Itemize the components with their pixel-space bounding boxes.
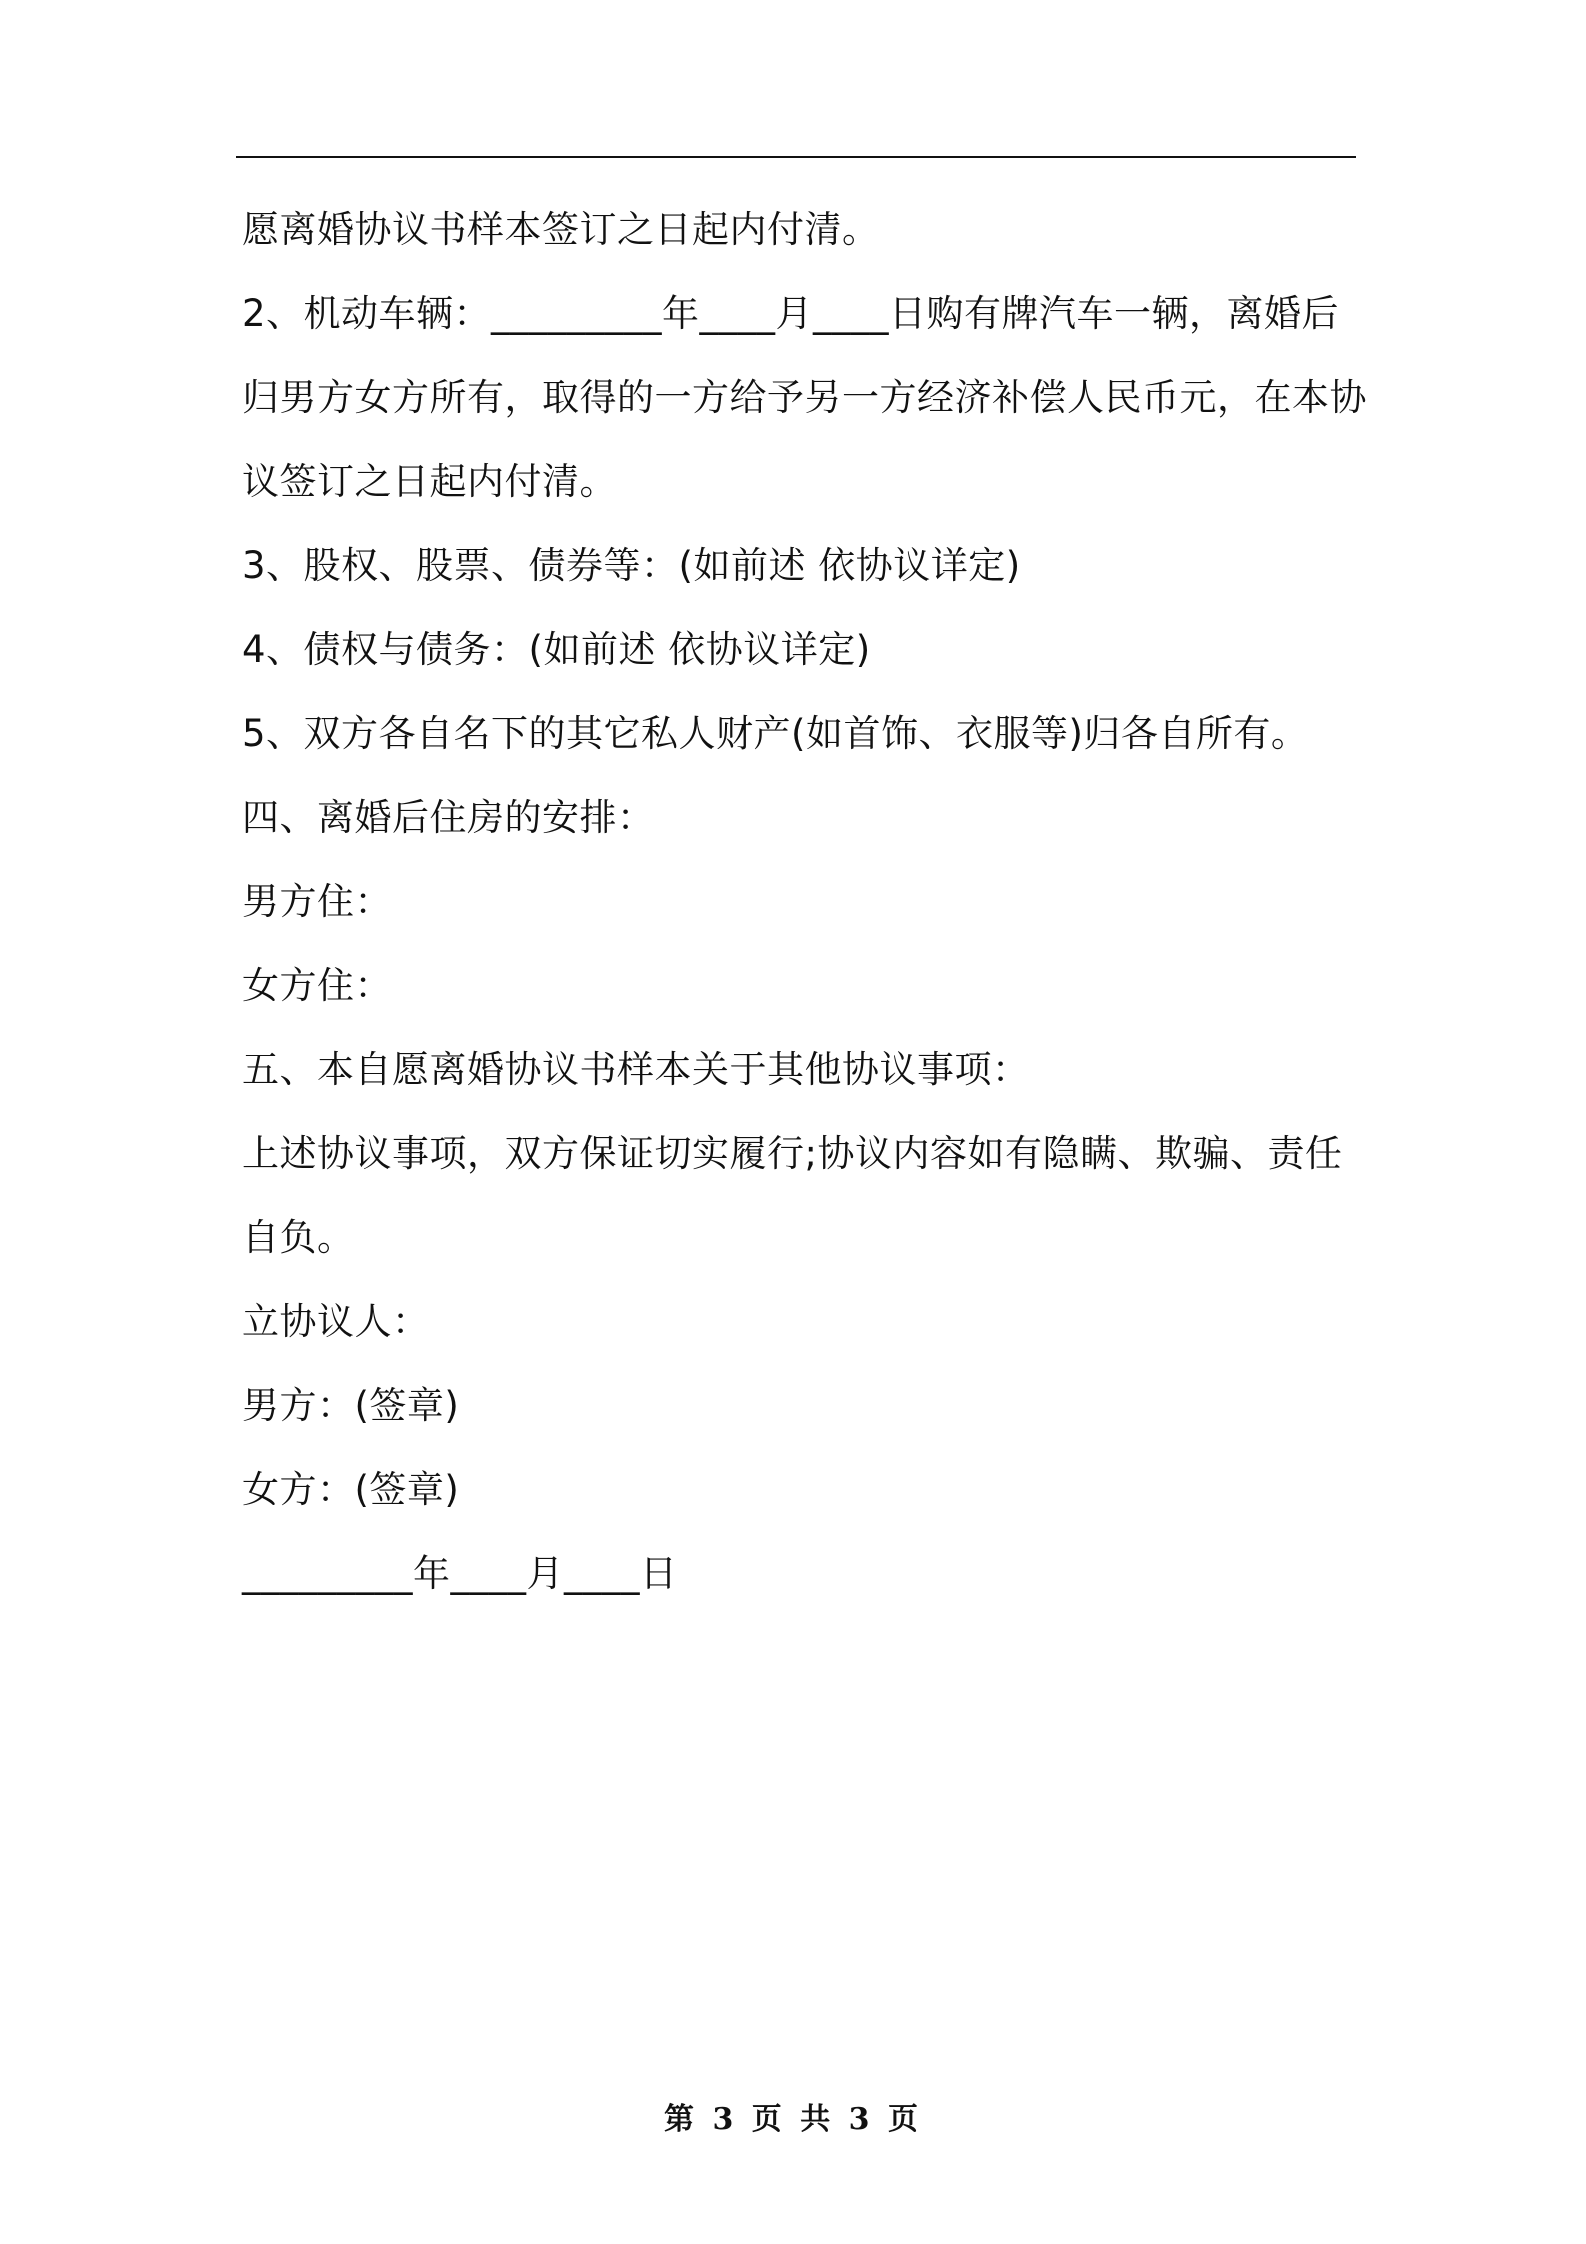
paragraph-line: 4、债权与债务：(如前述 依协议详定) (242, 628, 871, 671)
page-number: 第 3 页 共 3 页 (664, 2102, 922, 2137)
paragraph-line: 2、机动车辆：_________年____月____日购有牌汽车一辆，离婚后 (242, 292, 1340, 335)
section-heading: 五、本自愿离婚协议书样本关于其他协议事项： (242, 1048, 1030, 1091)
date-line: _________年____月____日 (242, 1552, 678, 1595)
paragraph-line: 女方住： (242, 964, 392, 1007)
paragraph-line: 上述协议事项，双方保证切实履行;协议内容如有隐瞒、欺骗、责任 (242, 1132, 1343, 1175)
header-rule (236, 156, 1356, 158)
paragraph-line: 愿离婚协议书样本签订之日起内付清。 (242, 208, 880, 251)
paragraph-line: 男方住： (242, 880, 392, 923)
signatory-label: 立协议人： (242, 1300, 430, 1343)
document-body (242, 188, 1367, 1616)
signature-line-female: 女方：(签章) (242, 1468, 460, 1511)
section-heading: 四、离婚后住房的安排： (242, 796, 655, 839)
paragraph-line: 归男方女方所有，取得的一方给予另一方经济补偿人民币元，在本协 (242, 376, 1367, 419)
paragraph-line: 3、股权、股票、债券等：(如前述 依协议详定) (242, 544, 1021, 587)
paragraph-line: 5、双方各自名下的其它私人财产(如首饰、衣服等)归各自所有。 (242, 712, 1309, 755)
paragraph-line: 自负。 (242, 1216, 355, 1259)
paragraph-line: 议签订之日起内付清。 (242, 460, 617, 503)
signature-line-male: 男方：(签章) (242, 1384, 460, 1427)
